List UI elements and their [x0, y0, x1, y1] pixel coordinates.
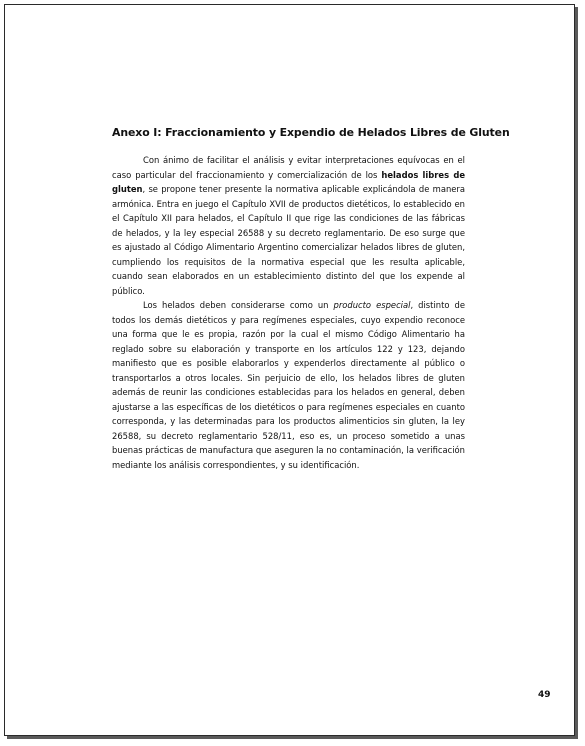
paragraph-1: [112, 153, 465, 298]
paragraph-1-bold-term: helados libres de gluten: [112, 169, 466, 194]
paragraph-2-text-b: , distinto de todos los demás dietéticos y para regímenes especiales, cuyo expendio reconoce una forma que le es propia, razón por la cual el mismo Código Alimentario ha reglado sobre su elaboración y transporte en los artículos 122 y 123, dejando manifiesto que es posible elaborarlos y expenderlos directamente al público o transportarlos a otros locales. Sin perjuicio de ello, los helados libres de gluten además de reunir las condiciones establecidas para los helados en general, deben ajustarse a las específicas de los dietéticos o para regímenes especiales en cuanto corresponda, y las determinadas para los productos alimenticios sin gluten, la ley 26588, su decreto reglamentario 528/11, eso es, un proceso sometido a unas buenas prácticas de manufactura que aseguren la no contaminación, la verificación mediante los análisis correspondientes, y su identificación.: [112, 300, 465, 470]
document-body: [112, 126, 510, 472]
paragraph-1-text-b: , se propone tener presente la normativa aplicable explicándola de manera armónica. Entra en juego el Capítulo XVII de productos dietéticos, lo establecido en el Capítulo XII para helados, el Capítulo II que rige las condiciones de las fábricas de helados, y la ley especial 26588 y su decreto reglamentario. De eso surge que es ajustado al Código Alimentario Argentino comercializar helados libres de gluten, cumpliendo los requisitos de la normativa especial que les resulta aplicable, cuando sean elaborados en un establecimiento distinto del que los expende al público.: [112, 184, 465, 296]
paragraph-2-text-a: Los helados deben considerarse como un: [143, 300, 334, 310]
annex-heading: Anexo I: Fraccionamiento y Expendio de Helados Libres de Gluten: [112, 126, 510, 139]
page-number: 49: [538, 690, 551, 700]
paragraph-2-italic-term: producto especial: [333, 300, 411, 310]
paragraph-1-text-a: Con ánimo de facilitar el análisis y evitar interpretaciones equívocas en el caso particular del fraccionamiento y comercialización de los: [112, 155, 465, 180]
paragraph-2: [112, 298, 465, 472]
